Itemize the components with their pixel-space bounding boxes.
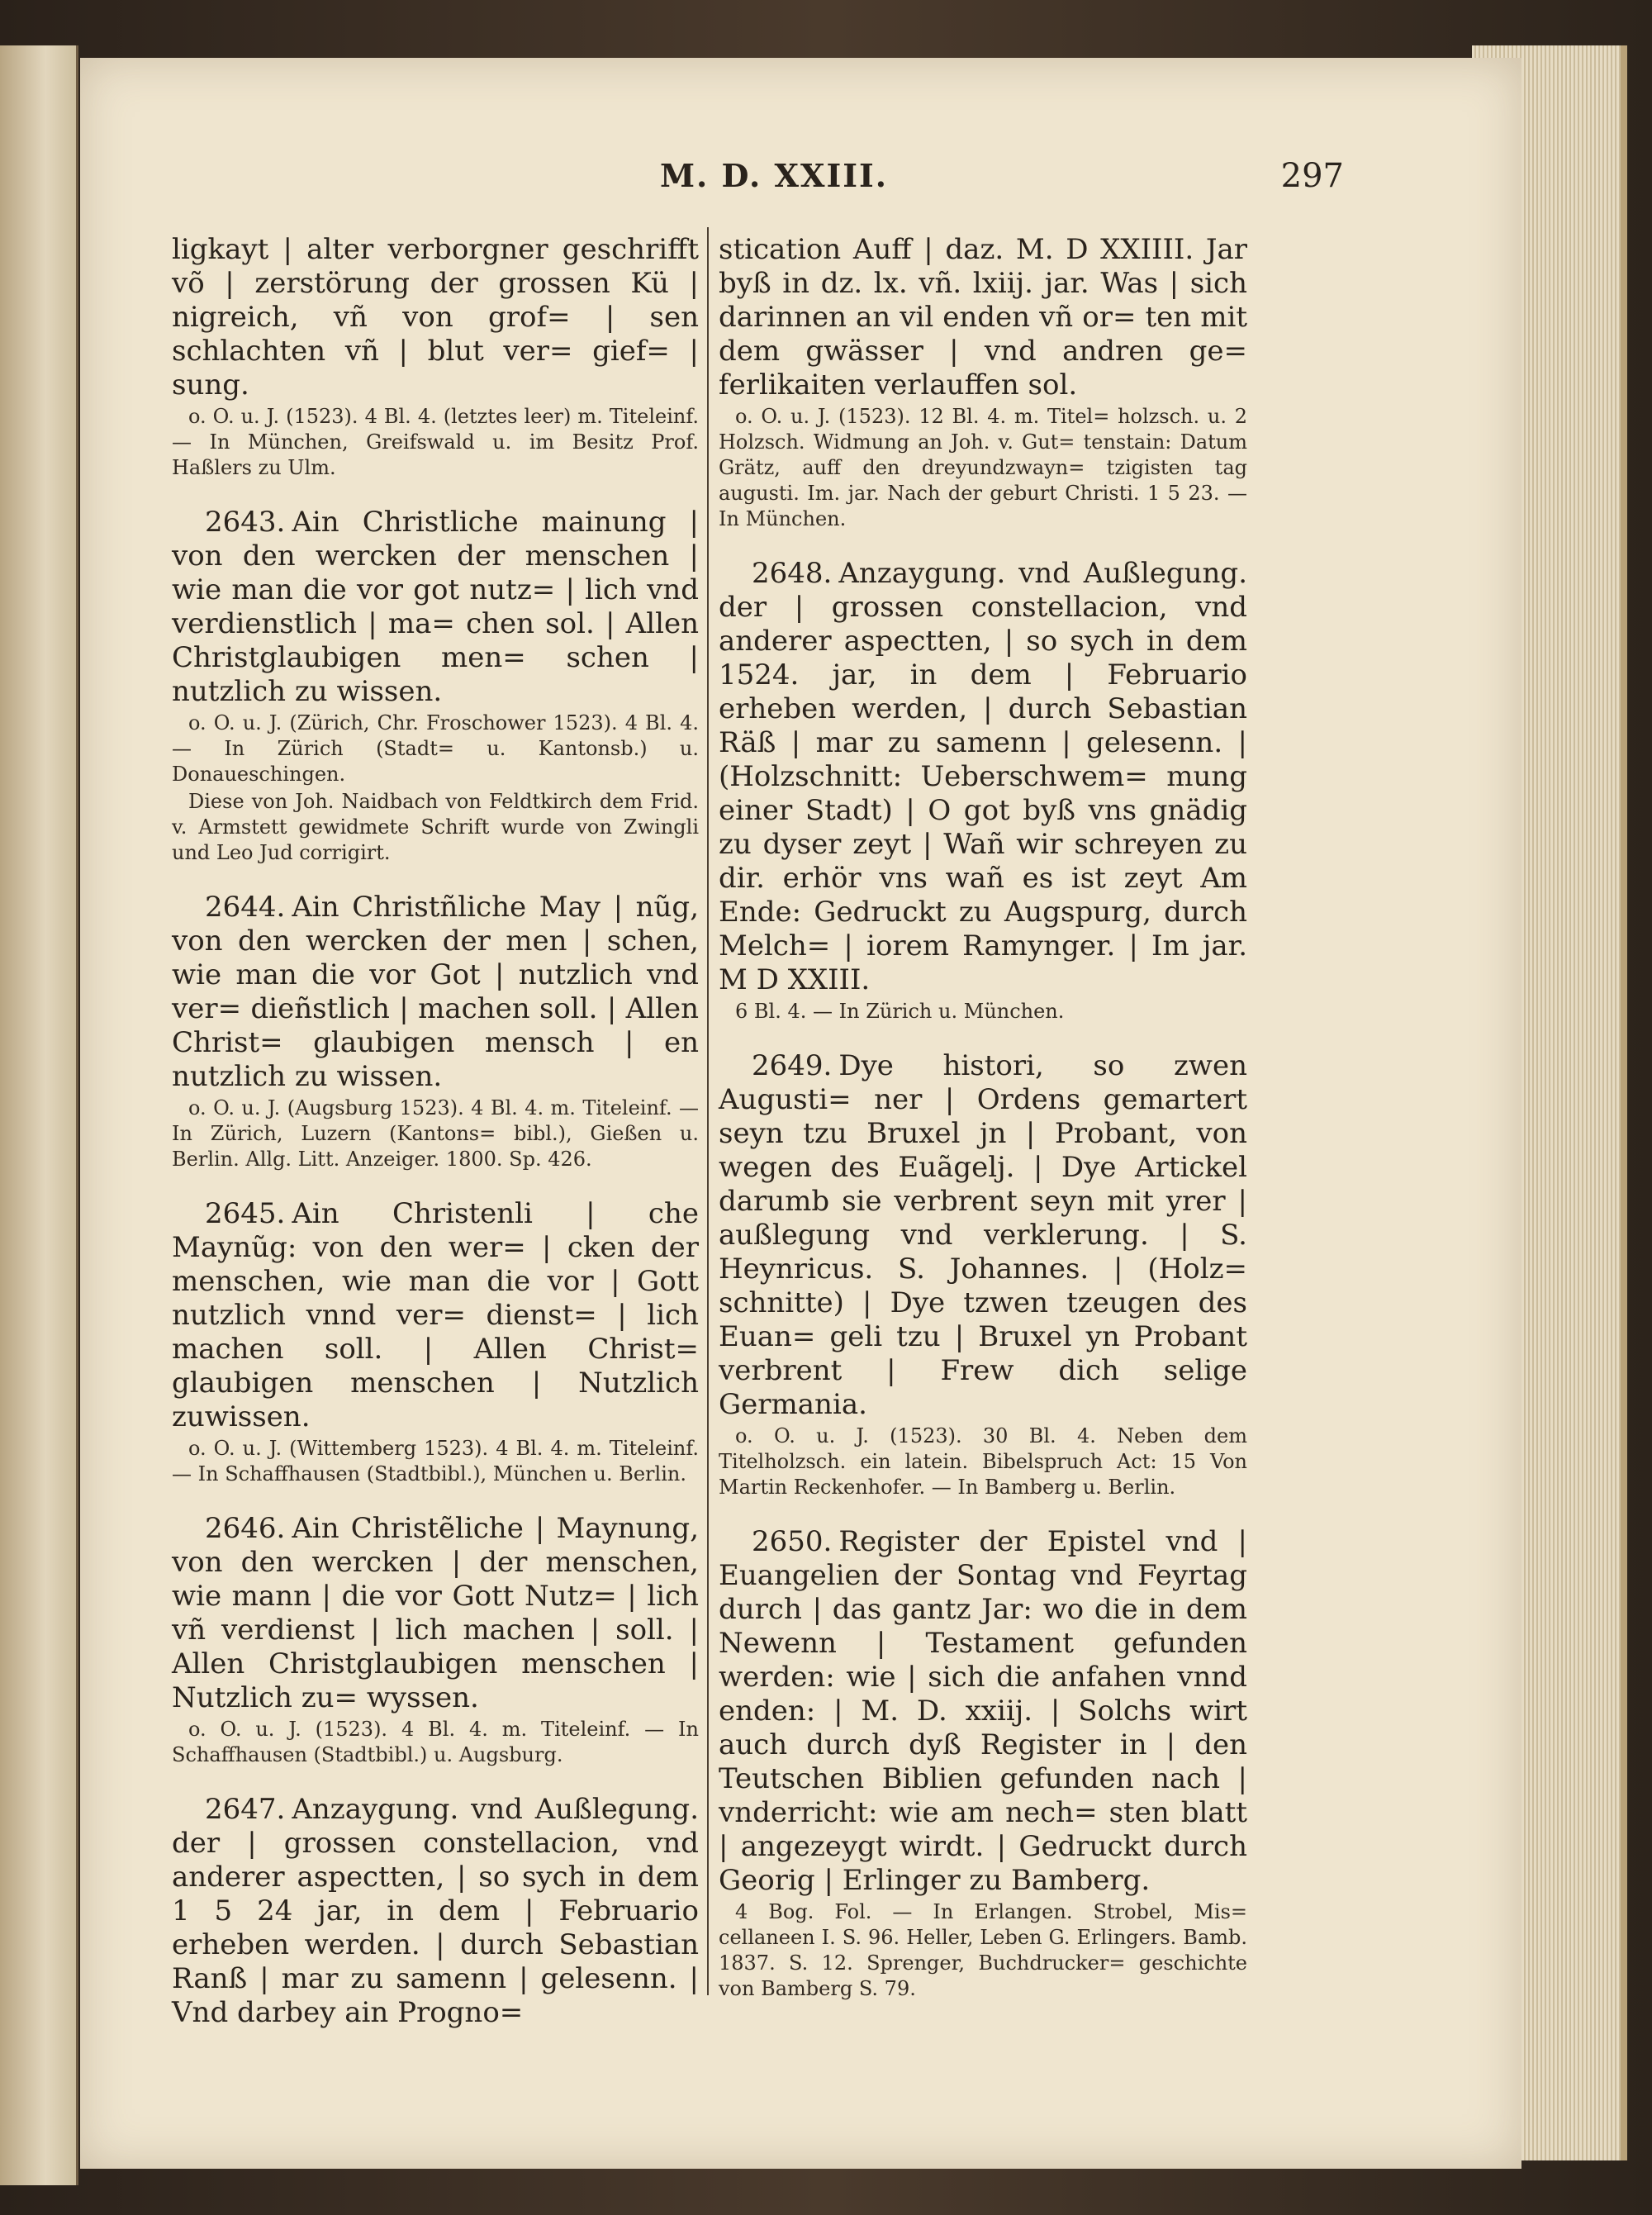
bibliography-entry [172, 1197, 699, 1487]
entry-title [172, 891, 699, 1094]
running-head: M. D. XXIII. [659, 157, 889, 194]
left-page-edge [0, 45, 78, 2185]
left-column [172, 233, 699, 2029]
bibliography-entry [172, 506, 699, 866]
entry-note: o. O. u. J. (1523). 4 Bl. 4. m. Titeleinf. — In Schaffhausen (Stadtbibl.) u. Augsburg. [172, 1718, 699, 1766]
entry-note: Diese von Joh. Naidbach von Feldtkirch dem Frid. v. Armstett gewidmete Schrift wurde von Zwingli und Leo Jud corrigirt. [172, 790, 699, 864]
entry-number: 2643. [205, 506, 286, 539]
entry-number: 2647. [205, 1793, 286, 1826]
entry-note: o. O. u. J. (1523). 4 Bl. 4. (letztes leer) m. Titeleinf. — In München, Greifswald u. im Besitz Prof. Haßlers zu Ulm. [172, 405, 699, 479]
entry-title-text: stication Auff | daz. M. D XXIIII. Jar byß in dz. lx. vñ. lxiij. jar. Was | sich darinnen an vil enden vñ or= ten mit dem gwässer | vnd andren ge= ferlikaiten verlauffen sol. [719, 233, 1247, 402]
bibliography-entry [172, 233, 699, 481]
entry-title [172, 506, 699, 709]
entry-title-text: Ain Christẽliche | Maynung, von den wercken | der menschen, wie mann | die vor Gott Nutz= | lich vñ verdienst | lich machen | soll. | Allen Christglaubigen menschen | Nutzlich zu= wyssen. [172, 1512, 699, 1714]
bibliography-entry [719, 233, 1247, 532]
entry-number: 2649. [752, 1049, 833, 1082]
entry-title [172, 233, 699, 402]
bibliography-entry [719, 1049, 1247, 1500]
bibliography-entry [719, 1525, 1247, 2002]
entry-title [172, 1197, 699, 1434]
entry-title [172, 1512, 699, 1715]
entry-title-text: Ain Christliche mainung | von den wercken der menschen | wie man die vor got nutz= | lich vnd verdienstlich | ma= chen sol. | Allen Christglaubigen men= schen | nutzlich zu wissen. [172, 506, 699, 708]
entry-title-text: Ain Christñliche May | nũg, von den wercken der men | schen, wie man die vor Got | nutzlich vnd ver= dieñstlich | machen soll. | Allen Christ= glaubigen mensch | en nutzlich zu wissen. [172, 891, 699, 1093]
entry-note: o. O. u. J. (Augsburg 1523). 4 Bl. 4. m. Titeleinf. — In Zürich, Luzern (Kantons= bibl.), Gießen u. Berlin. Allg. Litt. Anzeiger. 1800. Sp. 426. [172, 1096, 699, 1171]
entry-title [719, 233, 1247, 402]
entry-title-text: Register der Epistel vnd | Euangelien der Sontag vnd Feyrtag durch | das gantz Jar: wo die in dem Newenn | Testament gefunden werden: wie | sich die anfahen vnnd enden: | M. D. xxiij. | Solchs wirt auch durch dyß Register in | den Teutschen Biblien gefunden nach | vnderricht: wie am nech= sten blatt | angezeygt wirdt. | Gedruckt durch Georig | Erlinger zu Bamberg. [719, 1525, 1247, 1897]
entry-number: 2648. [752, 557, 833, 590]
entry-note: o. O. u. J. (Wittemberg 1523). 4 Bl. 4. m. Titeleinf. — In Schaffhausen (Stadtbibl.), München u. Berlin. [172, 1437, 699, 1485]
page-number: 297 [1280, 157, 1344, 195]
entry-number: 2650. [752, 1525, 833, 1558]
bibliography-entry [719, 557, 1247, 1024]
bibliography-entry [172, 1793, 699, 2030]
entry-note: o. O. u. J. (Zürich, Chr. Froschower 1523). 4 Bl. 4. — In Zürich (Stadt= u. Kantonsb.) u. Donaueschingen. [172, 711, 699, 786]
entry-note: 4 Bog. Fol. — In Erlangen. Strobel, Mis= cellaneen I. S. 96. Heller, Leben G. Erlingers. Bamb. 1837. S. 12. Sprenger, Buchdrucker= geschichte von Bamberg S. 79. [719, 1900, 1247, 2000]
right-column [719, 233, 1247, 2001]
entry-note: o. O. u. J. (1523). 30 Bl. 4. Neben dem Titelholzsch. ein latein. Bibelspruch Act: 15 Von Martin Reckenhofer. — In Bamberg u. Berlin. [719, 1424, 1247, 1499]
entry-title-text: Anzaygung. vnd Außlegung. der | grossen constellacion, vnd anderer aspectten, | so sych in dem 1524. jar, in dem | Februario erheben werden, | durch Sebastian Räß | mar zu samenn | gelesenn. | (Holzschnitt: Ueberschwem= mung einer Stadt) | O got byß vns gnädig zu dyser zeyt | Wañ wir schreyen zu dir. erhör vns wañ es ist zeyt Am Ende: Gedruckt zu Augspurg, durch Melch= | iorem Ramynger. | Im jar. M D XXIII. [719, 557, 1247, 996]
entry-title-text: Dye histori, so zwen Augusti= ner | Ordens gemartert seyn tzu Bruxel jn | Probant, von wegen des Euãgelj. | Dye Artickel darumb sie verbrent seyn mit yrer | außlegung vnd verklerung. | S. Heynricus. S. Johannes. | (Holz= schnitte) | Dye tzwen tzeugen des Euan= geli tzu | Bruxel yn Probant verbrent | Frew dich selige Germania. [719, 1049, 1247, 1421]
entry-note: o. O. u. J. (1523). 12 Bl. 4. m. Titel= holzsch. u. 2 Holzsch. Widmung an Joh. v. Gut= tenstain: Datum Grätz, auff den dreyundzwayn= tzigisten tag augusti. Im. jar. Nach der geburt Christi. 1 5 23. — In München. [719, 405, 1247, 530]
entry-title [719, 557, 1247, 997]
entry-title [719, 1049, 1247, 1422]
entry-number: 2646. [205, 1512, 286, 1545]
entry-title-text: Anzaygung. vnd Außlegung. der | grossen constellacion, vnd anderer aspectten, | so sych in dem 1 5 24 jar, in dem | Februario erheben werden. | durch Sebastian Ranß | mar zu samenn | gelesenn. | Vnd darbey ain Progno= [172, 1793, 699, 2029]
bibliography-entry [172, 891, 699, 1172]
entry-title-text: Ain Christenli | che Maynũg: von den wer= | cken der menschen, wie man die vor | Gott nutzlich vnnd ver= dienst= | lich machen soll. | Allen Christ= glaubigen menschen | Nutzlich zuwissen. [172, 1197, 699, 1433]
entry-title [172, 1793, 699, 2030]
entry-title [719, 1525, 1247, 1898]
page-header [80, 157, 1521, 207]
entry-title-text: ligkayt | alter verborgner geschrifft võ | zerstörung der grossen Kü | nigreich, vñ von grof= | sen schlachten vñ | blut ver= gief= | sung. [172, 233, 699, 402]
entry-note: 6 Bl. 4. — In Zürich u. München. [735, 1000, 1065, 1023]
entry-number: 2644. [205, 891, 286, 924]
bibliography-entry [172, 1512, 699, 1768]
entry-number: 2645. [205, 1197, 286, 1230]
column-divider [707, 227, 709, 1995]
